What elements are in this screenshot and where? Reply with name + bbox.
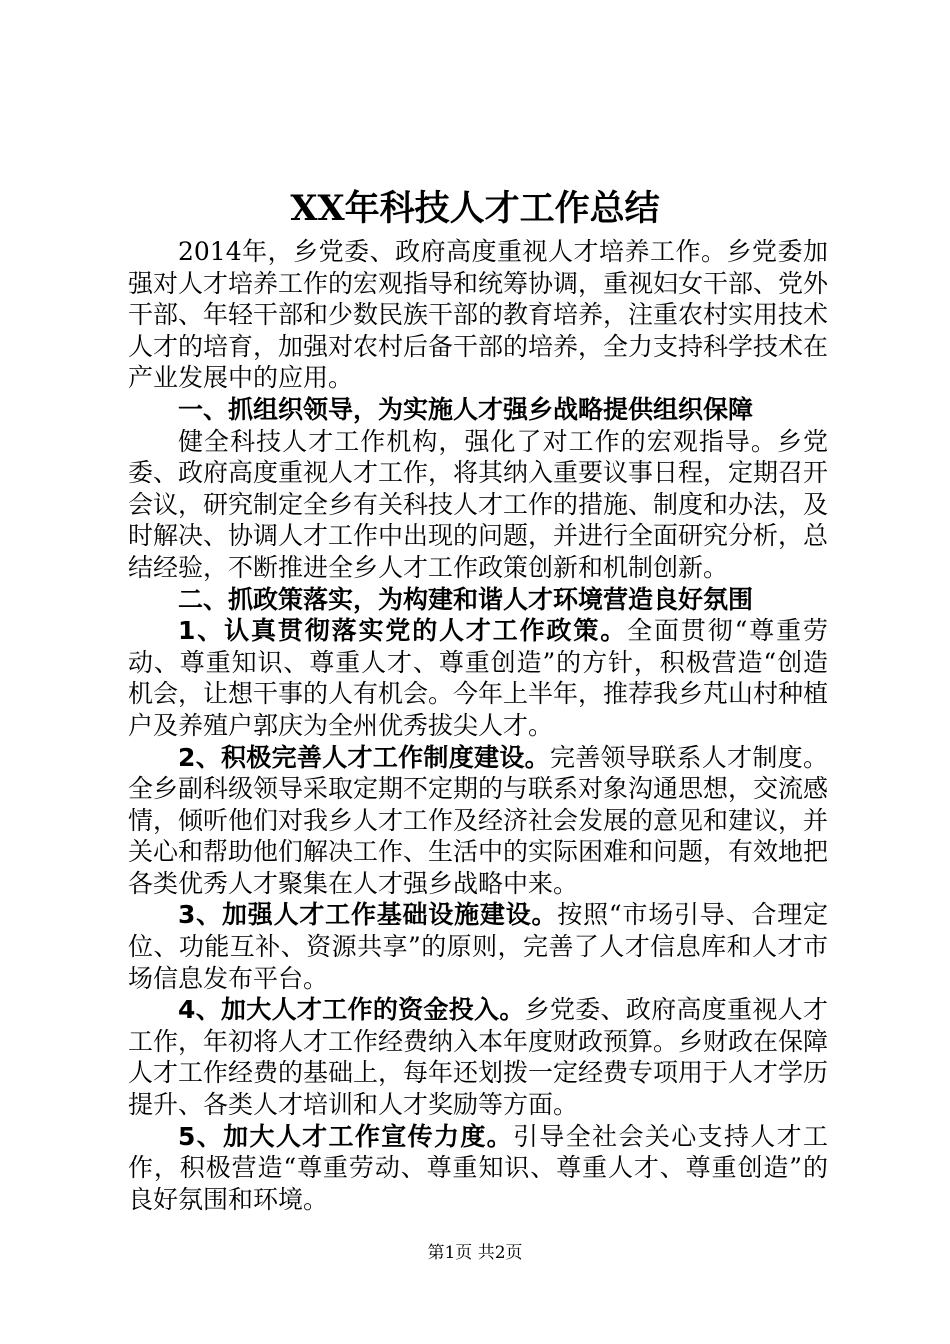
section-2-item-2 [128,742,828,900]
item-1-text: 全面贯彻“尊重劳动、尊重知识、尊重人才、尊重创造”的方针，积极营造“创造机会，让想干事的人有机会。今年上半年，推荐我乡芃山村种植户及养殖户郭庆为全州优秀拔尖人才。 [128,616,829,740]
section-1-heading: 一、抓组织领导，为实施人才强乡战略提供组织保障 [178,394,754,424]
item-2-lead: 2、积极完善人才工作制度建设。 [178,742,550,772]
item-3-text: 按照“市场引导、合理定位、功能互补、资源共享”的原则，完善了人才信息库和人才市场信息发布平台。 [128,900,828,993]
section-1-paragraph: 健全科技人才工作机构，强化了对工作的宏观指导。乡党委、政府高度重视人才工作，将其纳入重要议事日程，定期召开会议，研究制定全乡有关科技人才工作的措施、制度和办法，及时解决、协调人才工作中出现的问题，并进行全面研究分析，总结经验，不断推进全乡人才工作政策创新和机制创新。 [128,426,829,582]
section-2-heading: 二、抓政策落实，为构建和谐人才环境营造良好氛围 [178,584,754,614]
document-title: XX年科技人才工作总结 [290,188,660,229]
section-2-item-4 [128,994,828,1120]
item-5-text: 引导全社会关心支持人才工作，积极营造“尊重劳动、尊重知识、尊重人才、尊重创造”的良好氛围和环境。 [128,1121,828,1214]
item-2-text: 完善领导联系人才制度。全乡副科级领导采取定期不定期的与联系对象沟通思想，交流感情，倾听他们对我乡人才工作及经济社会发展的意见和建议，并关心和帮助他们解决工作、生活中的实际困难和问题，有效地把各类优秀人才聚集在人才强乡战略中来。 [128,742,829,898]
page-footer: 第1页 共2页 [427,1243,523,1263]
item-4-lead: 4、加大人才工作的资金投入。 [178,995,525,1025]
section-2-item-5 [128,1121,828,1216]
section-2-item-1 [128,615,828,741]
item-3-lead: 3、加强人才工作基础设施建设。 [178,900,558,930]
item-1-lead: 1、认真贯彻落实党的人才工作政策。 [178,616,628,646]
item-4-text: 乡党委、政府高度重视人才工作，年初将人才工作经费纳入本年度财政预算。乡财政在保障人才工作经费的基础上，每年还划拨一定经费专项用于人才学历提升、各类人才培训和人才奖励等方面。 [128,995,829,1120]
document-body [128,236,828,1215]
item-5-lead: 5、加大人才工作宣传力度。 [178,1121,514,1151]
section-2-item-3 [128,899,828,994]
intro-paragraph: 2014年，乡党委、政府高度重视人才培养工作。乡党委加强对人才培养工作的宏观指导和统筹协调，重视妇女干部、党外干部、年轻干部和少数民族干部的教育培养，注重农村实用技术人才的培育，加强对农村后备干部的培养，全力支持科学技术在产业发展中的应用。 [128,237,829,393]
